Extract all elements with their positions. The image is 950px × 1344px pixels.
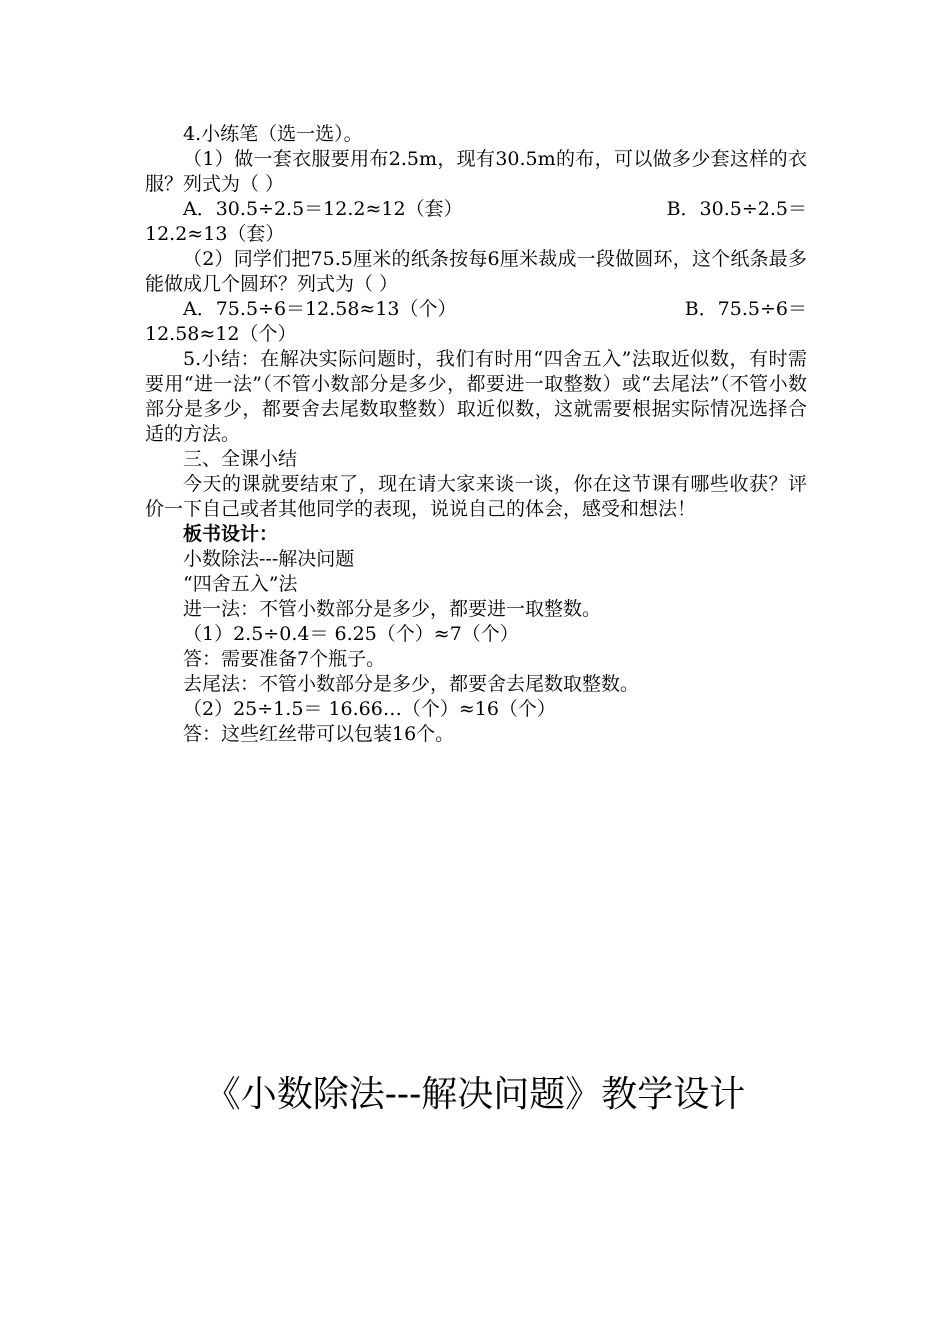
question-2-option-b-continued: 12.58≈12（个） bbox=[145, 323, 297, 345]
document-body bbox=[145, 122, 807, 747]
question-2-option-a: A．75.5÷6＝12.58≈13（个） bbox=[183, 298, 457, 320]
section3-heading: 三、全课小结 bbox=[183, 448, 298, 470]
board-line: 答：这些红丝带可以包装16个。 bbox=[183, 723, 455, 745]
question-2-text: （2）同学们把75.5厘米的纸条按每6厘米裁成一段做圆环，这个纸条最多能做成几个圆环？列式为（ ） bbox=[145, 248, 807, 295]
question-1-options bbox=[145, 197, 807, 222]
document-title: 《小数除法---解决问题》教学设计 bbox=[204, 1074, 746, 1115]
board-line: （2）25÷1.5＝ 16.66…（个）≈16（个） bbox=[183, 698, 556, 720]
question-1-text: （1）做一套衣服要用布2.5m，现有30.5m的布，可以做多少套这样的衣服？列式为（ ） bbox=[145, 148, 807, 195]
board-line: （1）2.5÷0.4＝ 6.25（个）≈7（个） bbox=[183, 623, 519, 645]
board-line: 小数除法---解决问题 bbox=[183, 548, 355, 570]
question-2-option-b: B．75.5÷6＝ bbox=[684, 298, 807, 320]
section4-heading: 4.小练笔（选一选）。 bbox=[183, 123, 363, 145]
board-line: 进一法：不管小数部分是多少，都要进一取整数。 bbox=[183, 598, 602, 620]
section3-text: 今天的课就要结束了，现在请大家来谈一谈，你在这节课有哪些收获？评价一下自己或者其他同学的表现，说说自己的体会，感受和想法！ bbox=[145, 473, 807, 520]
section5-summary: 5.小结：在解决实际问题时，我们有时用“四舍五入”法取近似数，有时需要用“进一法”（不管小数部分是多少，都要进一取整数）或“去尾法”（不管小数部分是多少，都要舍去尾数取整数）取近似数，这就需要根据实际情况选择合适的方法。 bbox=[145, 348, 807, 445]
board-line: 答：需要准备7个瓶子。 bbox=[183, 648, 386, 670]
question-1-option-a: A．30.5÷2.5＝12.2≈12（套） bbox=[183, 198, 463, 220]
question-1-option-b-continued: 12.2≈13（套） bbox=[145, 223, 285, 245]
question-2-options bbox=[145, 297, 807, 322]
question-1-option-b: B．30.5÷2.5＝ bbox=[666, 198, 807, 220]
board-design-heading: 板书设计： bbox=[183, 523, 279, 545]
board-line: “四舍五入”法 bbox=[183, 573, 298, 595]
board-line: 去尾法：不管小数部分是多少，都要舍去尾数取整数。 bbox=[183, 673, 640, 695]
